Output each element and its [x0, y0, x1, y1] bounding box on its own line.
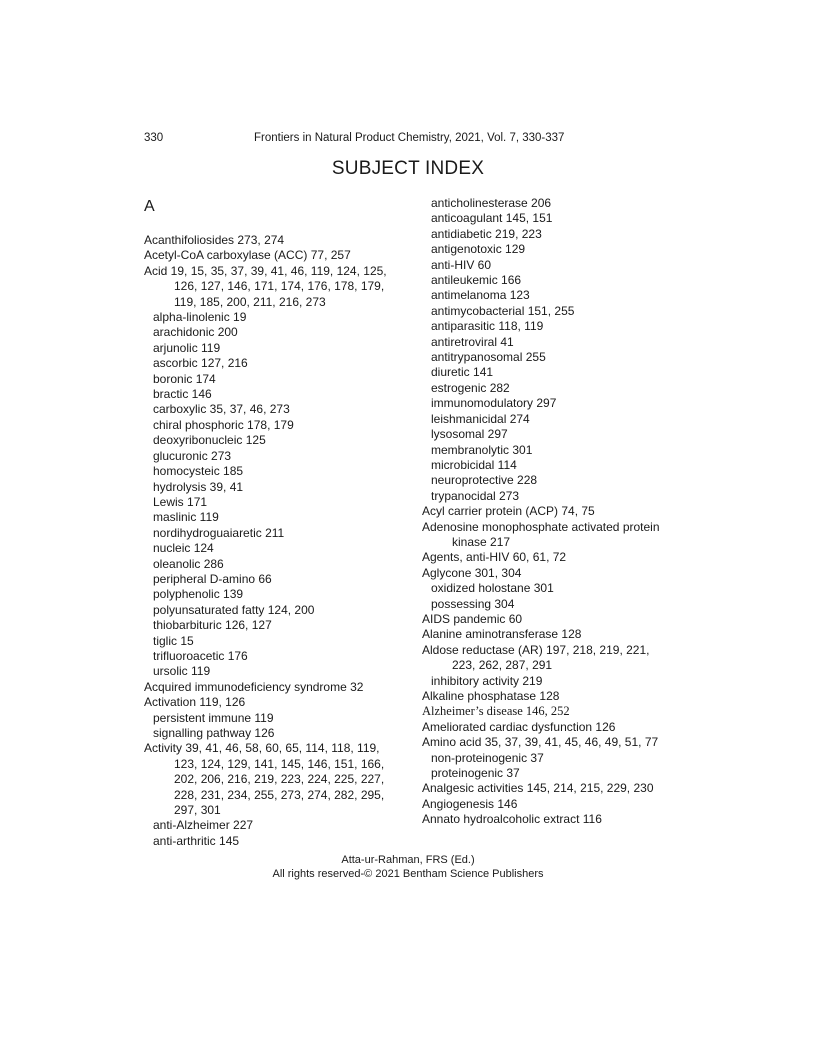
index-entry: Activity 39, 41, 46, 58, 60, 65, 114, 118, 119, — [144, 741, 380, 756]
index-entry: neuroprotective 228 — [431, 473, 538, 488]
index-entry: anti-HIV 60 — [431, 257, 492, 272]
page-title: SUBJECT INDEX — [331, 158, 485, 179]
index-entry: Activation 119, 126 — [144, 695, 246, 710]
index-entry: diuretic 141 — [431, 365, 494, 380]
index-entry: lysosomal 297 — [431, 427, 508, 442]
index-entry: persistent immune 119 — [153, 710, 274, 725]
running-head: Frontiers in Natural Product Chemistry, 2021, Vol. 7, 330-337 — [254, 132, 565, 144]
index-entry: antitrypanosomal 255 — [431, 350, 546, 365]
index-entry: trifluoroacetic 176 — [153, 648, 248, 663]
section-letter: A — [144, 198, 155, 215]
index-entry: Ameliorated cardiac dysfunction 126 — [422, 719, 616, 734]
index-entry: deoxyribonucleic 125 — [153, 433, 266, 448]
index-column-left — [144, 197, 406, 849]
index-entry: 119, 185, 200, 211, 216, 273 — [174, 294, 326, 309]
index-entry: Lewis 171 — [153, 494, 208, 509]
footer-copyright: All rights reserved-© 2021 Bentham Science Publishers — [272, 868, 544, 880]
index-entry: Acanthifoliosides 273, 274 — [144, 233, 285, 247]
index-entry: arjunolic 119 — [153, 340, 221, 355]
index-entry: antidiabetic 219, 223 — [431, 226, 542, 241]
page-number: 330 — [144, 132, 164, 144]
index-entry: chiral phosphoric 178, 179 — [153, 417, 294, 432]
index-entry: arachidonic 200 — [153, 325, 238, 340]
index-entry: Amino acid 35, 37, 39, 41, 45, 46, 49, 51, 77 — [422, 735, 659, 750]
index-entry: membranolytic 301 — [431, 442, 533, 457]
index-entry: 202, 206, 216, 219, 223, 224, 225, 227, — [174, 772, 385, 787]
index-entry: antiretroviral 41 — [431, 334, 514, 349]
index-entry: bractic 146 — [153, 387, 212, 402]
index-entry: peripheral D-amino 66 — [153, 571, 272, 586]
index-entry: oleanolic 286 — [153, 556, 224, 571]
index-entry: alpha-linolenic 19 — [153, 310, 247, 325]
index-entry: Aglycone 301, 304 — [422, 565, 522, 580]
index-entry: Aldose reductase (AR) 197, 218, 219, 221, — [422, 642, 650, 657]
index-entry: Annato hydroalcoholic extract 116 — [422, 812, 602, 827]
index-entry: 223, 262, 287, 291 — [452, 658, 553, 673]
index-entry: maslinic 119 — [153, 510, 219, 525]
index-entry: thiobarbituric 126, 127 — [153, 618, 272, 633]
index-entry: Angiogenesis 146 — [422, 796, 518, 811]
index-entry: 123, 124, 129, 141, 145, 146, 151, 166, — [174, 756, 385, 771]
index-entry: anticoagulant 145, 151 — [431, 211, 553, 226]
index-entry: Acquired immunodeficiency syndrome 32 — [144, 679, 364, 694]
index-entry: boronic 174 — [153, 371, 216, 386]
index-entry: trypanocidal 273 — [431, 488, 520, 503]
index-column-right — [422, 196, 684, 828]
index-entry: ursolic 119 — [153, 664, 211, 679]
index-entry: inhibitory activity 219 — [431, 673, 543, 688]
index-entry: proteinogenic 37 — [431, 766, 520, 781]
index-entry: tiglic 15 — [153, 633, 194, 648]
index-entry: antimycobacterial 151, 255 — [431, 303, 575, 318]
index-entry: estrogenic 282 — [431, 380, 510, 395]
index-entry: Alkaline phosphatase 128 — [422, 689, 560, 703]
index-entry: nucleic 124 — [153, 541, 214, 556]
index-entry: Adenosine monophosphate activated protein — [422, 519, 660, 534]
index-entry: antileukemic 166 — [431, 273, 522, 288]
index-entry: anticholinesterase 206 — [431, 196, 552, 210]
index-entry: carboxylic 35, 37, 46, 273 — [153, 402, 290, 417]
index-entry: 228, 231, 234, 255, 273, 274, 282, 295, — [174, 787, 385, 802]
index-entry: oxidized holostane 301 — [431, 581, 554, 596]
index-entry: Agents, anti-HIV 60, 61, 72 — [422, 550, 567, 565]
index-entry: non-proteinogenic 37 — [431, 750, 544, 765]
index-entry: anti-Alzheimer 227 — [153, 818, 254, 833]
index-entry: signalling pathway 126 — [153, 726, 275, 740]
footer-editor: Atta-ur-Rahman, FRS (Ed.) — [341, 854, 475, 866]
index-entry: polyphenolic 139 — [153, 587, 244, 602]
index-entry: anti-arthritic 145 — [153, 833, 240, 848]
index-entry: homocysteic 185 — [153, 464, 244, 479]
index-entry: kinase 217 — [452, 534, 511, 549]
index-entry: ascorbic 127, 216 — [153, 356, 248, 371]
left-entries — [144, 233, 406, 849]
index-entry: 126, 127, 146, 171, 174, 176, 178, 179, — [174, 279, 385, 294]
index-entry: possessing 304 — [431, 596, 515, 611]
index-entry: Alzheimer’s disease 146, 252 — [422, 704, 570, 719]
index-entry: glucuronic 273 — [153, 448, 232, 463]
index-entry: polyunsaturated fatty 124, 200 — [153, 602, 315, 617]
index-entry: AIDS pandemic 60 — [422, 611, 523, 626]
index-entry: leishmanicidal 274 — [431, 411, 530, 426]
index-entry: Acyl carrier protein (ACP) 74, 75 — [422, 504, 595, 519]
index-entry: Acid 19, 15, 35, 37, 39, 41, 46, 119, 124, 125, — [144, 263, 387, 278]
index-entry: nordihydroguaiaretic 211 — [153, 525, 285, 540]
index-entry: microbicidal 114 — [431, 457, 517, 472]
index-entry: hydrolysis 39, 41 — [153, 479, 244, 494]
index-entry: Analgesic activities 145, 214, 215, 229, 230 — [422, 781, 654, 796]
index-entry: immunomodulatory 297 — [431, 396, 557, 411]
index-entry: 297, 301 — [174, 803, 221, 818]
index-entry: antigenotoxic 129 — [431, 242, 526, 257]
index-entry: Acetyl-CoA carboxylase (ACC) 77, 257 — [144, 248, 351, 263]
index-entry: antiparasitic 118, 119 — [431, 319, 544, 334]
right-entries — [422, 196, 684, 828]
index-entry: Alanine aminotransferase 128 — [422, 627, 582, 642]
index-entry: antimelanoma 123 — [431, 288, 530, 303]
